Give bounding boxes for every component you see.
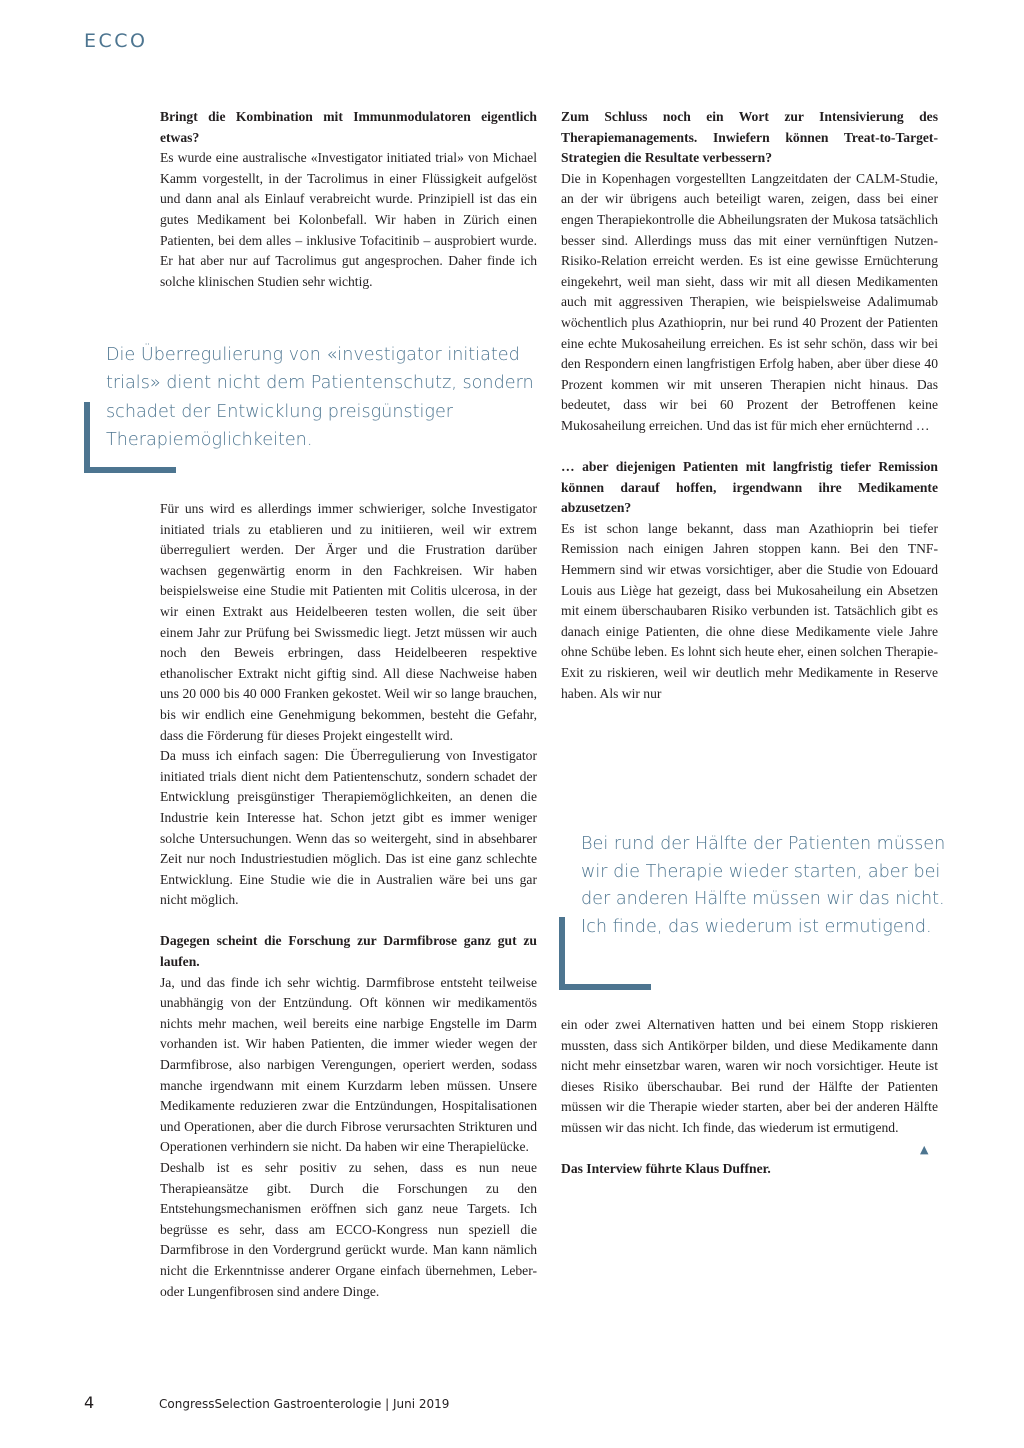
interview-answer: Es ist schon lange bekannt, dass man Azathioprin bei tiefer Remission nach einigen Jahren stoppen kann. Bei den TNF-Hemmern sind wir etwas vorsichtiger, aber die Studie von Edouard Louis aus Liège hat gezeigt, dass bei Mukosaheilung ein Absetzen mit einem überschaubaren Risiko verbunden ist. Tatsächlich gibt es danach einige Patienten, die ohne diese Medikamente viele Jahre ohne Schübe leben. Es lohnt sich heute eher, einen solchen Therapie-Exit zu riskieren, weil wir deutlich mehr Medikamente in Reserve haben. Als wir nur bbox=[561, 520, 938, 701]
interview-answer: Ja, und das finde ich sehr wichtig. Darmfibrose entsteht teilweise unabhängig von der Entzündung. Oft können wir medikamentös nichts mehr machen, weil bereits eine narbige Engstelle im Darm vorhanden ist. Wir haben Patienten, die immer wieder wegen der Darmfibrose, also narbigen Verengungen, operiert werden, sodass manche irgendwann mit einem Kurzdarm leben müssen. Unsere Medikamente reduzieren zwar die Entzündungen, Hospitalisationen und Operationen, aber die durch Fibrose verursachten Strikturen und Operationen verhindern sie nicht. Da haben wir eine Therapielücke. bbox=[160, 974, 537, 1155]
pullquote-2-bracket-vertical bbox=[559, 917, 565, 990]
interview-answer: Die in Kopenhagen vorgestellten Langzeitdaten der CALM-Studie, an der wir übrigens auch beteiligt waren, zeigen, dass bei einer engen Therapiekontrolle die Abheilungsraten der Mukosa tatsächlich besser sind. Allerdings muss das mit einer vernünftigen Nutzen-Risiko-Relation erreicht werden. Es ist eine gewisse Ernüchterung eingekehrt, weil man sieht, dass wir mit all diesen Medikamenten auch mit aggressiven Therapien, wie beispielsweise Adalimumab wöchentlich plus Azathioprin, nur bei rund 40 Prozent der Patienten eine echte Mukosaheilung erreichen. Es ist sehr schön, dass wir bei den Respondern einen langfristigen Erfolg haben, aber über diese 40 Prozent kommen wir mit unseren Therapien nicht hinaus. Das bedeutet, dass wir bei 60 Prozent der Betroffenen keine Mukosaheilung erreichen. Und das ist für mich eher ernüchternd … bbox=[561, 170, 938, 433]
section-label: ECCO bbox=[84, 30, 148, 52]
interview-answer: Da muss ich einfach sagen: Die Überregulierung von Investigator initiated trials dient nicht dem Patientenschutz, sondern schadet der Entwicklung preisgünstiger Therapiemöglichkeiten, an denen die Industrie kein Interesse hat. Schon jetzt gibt es immer weniger solche Untersuchungen. Wenn das so weitergeht, sind in absehbarer Zeit nur noch Industriestudien möglich. Das ist eine ganz schlechte Entwicklung. Eine Studie wie die in Australien wäre bei uns gar nicht möglich. bbox=[160, 748, 537, 908]
interview-answer: Es wurde eine australische «Investigator initiated trial» von Michael Kamm vorgestellt, in der Tacrolimus in einer Flüssigkeit aufgelöst und dann anal als Einlauf verabreicht wurde. Prinzipiell ist das ein gutes Medikament bei Kolonbefall. Wir haben in Zürich einen Patienten, bei dem alles – inklusive Tofacitinib – ausprobiert wurde. Er hat aber nur auf Tacrolimus gut angesprochen. Daher finde ich solche klinischen Studien sehr wichtig. bbox=[160, 150, 537, 289]
interview-question: Zum Schluss noch ein Wort zur Intensivierung des Therapiemanagements. Inwiefern können Treat-to-Target-Strategien die Resultate verbessern? bbox=[561, 109, 938, 166]
interview-answer: Für uns wird es allerdings immer schwieriger, solche Investigator initiated trials zu etablieren und zu initiieren, weil wir extrem überreguliert werden. Der Ärger und die Frustration darüber wachsen gegenwärtig enorm in den Fachkreisen. Wir haben beispielsweise eine Studie mit Patienten mit Colitis ulcerosa, in der wir einen Extrakt aus Heidelbeeren testen wollen, die seit über einem Jahr zur Prüfung bei Swissmedic liegt. Jetzt müssen wir auch noch den Beweis erbringen, dass Heidelbeeren respektive ethanolischer Extrakt nicht giftig sind. All diese Nachweise haben uns 20 000 bis 40 000 Franken gekostet. Weil wir so lange brauchen, bis wir endlich eine Genehmigung bekommen, besteht die Gefahr, dass die Förderung für dieses Projekt eingestellt wird. bbox=[160, 501, 537, 743]
pullquote-1: Die Überregulierung von «investigator initiated trials» dient nicht dem Patientenschutz, sondern schadet der Entwicklung preisgünstiger Therapiemöglichkeiten. bbox=[106, 345, 534, 451]
interview-question: Das Interview führte Klaus Duffner. bbox=[561, 1161, 771, 1177]
pullquote-2-bracket-horizontal bbox=[559, 984, 651, 990]
interview-question: Dagegen scheint die Forschung zur Darmfibrose ganz gut zu laufen. bbox=[160, 933, 537, 970]
interview-answer: ein oder zwei Alternativen hatten und bei einem Stopp riskieren mussten, dass sich Antikörper bilden, und diese Medikamente dann nicht mehr einsetzbar waren, waren wir noch vorsichtiger. Heute ist dieses Risiko überschaubar. Bei rund der Hälfte der Patienten müssen wir die Therapie wieder starten, aber bei der anderen Hälfte müssen wir das nicht. Ich finde, das wiederum ist ermutigend. bbox=[561, 1017, 938, 1135]
interview-answer: Deshalb ist es sehr positiv zu sehen, dass es nun neue Therapieansätze gibt. Durch die Forschungen zu den Entstehungsmechanismen eröffnen sich ganz neue Targets. Ich begrüsse es sehr, dass am ECCO-Kongress nun speziell die Darmfibrose in den Vordergrund gerückt wurde. Man kann nämlich nicht die Erkenntnisse anderer Organe einfach übernehmen, Leber- oder Lungenfibrosen sind andere Dinge. bbox=[160, 1160, 537, 1299]
page-number: 4 bbox=[84, 1393, 95, 1412]
column-1-top bbox=[160, 107, 537, 292]
column-1-bottom bbox=[160, 499, 537, 1302]
column-2-top bbox=[561, 107, 938, 704]
column-2-bottom bbox=[561, 1015, 938, 1180]
publication-info: CongressSelection Gastroenterologie | Juni 2019 bbox=[159, 1397, 450, 1411]
pullquote-2: Bei rund der Hälfte der Patienten müssen wir die Therapie wieder starten, aber bei der anderen Hälfte müssen wir das nicht. Ich finde, das wiederum ist ermutigend. bbox=[581, 834, 946, 937]
interview-question: … aber diejenigen Patienten mit langfristig tiefer Remission können darauf hoffen, irgendwann ihre Medikamente abzusetzen? bbox=[561, 459, 938, 516]
pullquote-1-bracket-horizontal bbox=[84, 467, 176, 473]
interview-question: Bringt die Kombination mit Immunmodulatoren eigentlich etwas? bbox=[160, 109, 537, 145]
end-of-article-triangle-icon: ▲ bbox=[920, 1143, 929, 1156]
pullquote-1-bracket-vertical bbox=[84, 402, 90, 473]
